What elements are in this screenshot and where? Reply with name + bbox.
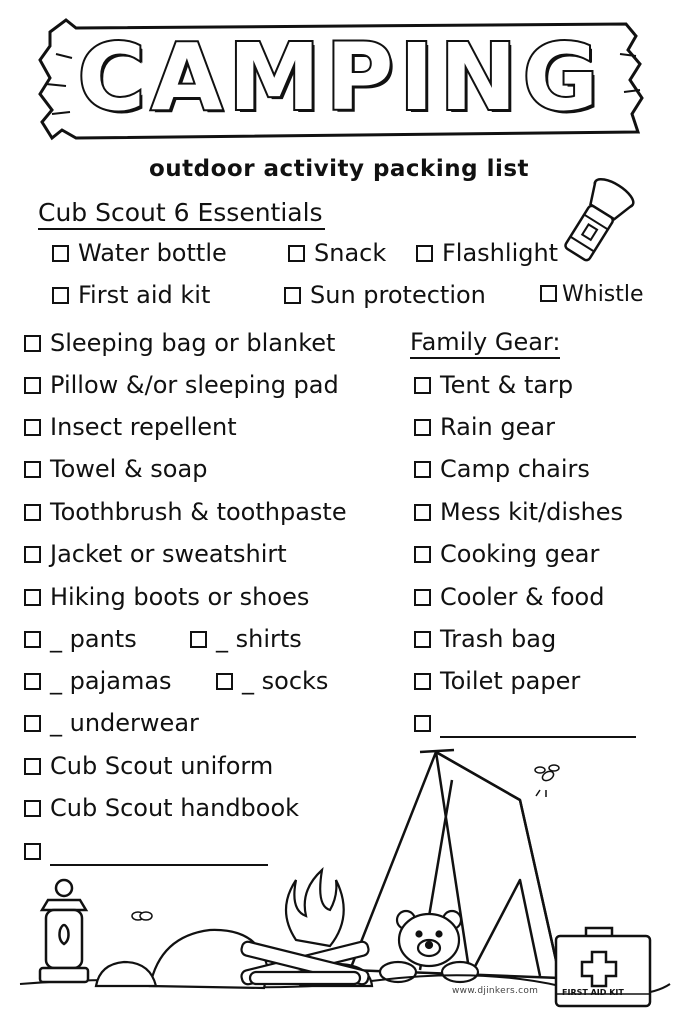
list-item[interactable]: _ pajamas xyxy=(24,666,172,696)
list-item[interactable]: _ underwear xyxy=(24,708,199,738)
checkbox-icon[interactable] xyxy=(24,461,41,478)
checkbox-icon[interactable] xyxy=(284,287,301,304)
checkbox-icon[interactable] xyxy=(414,419,431,436)
list-item[interactable]: Camp chairs xyxy=(414,454,590,484)
campfire-icon xyxy=(240,870,370,986)
checkbox-icon[interactable] xyxy=(288,245,305,262)
list-item[interactable]: _ shirts xyxy=(190,624,302,654)
list-item[interactable]: Toilet paper xyxy=(414,666,580,696)
list-item[interactable]: _ socks xyxy=(216,666,328,696)
checkbox-icon[interactable] xyxy=(414,504,431,521)
checkbox-icon[interactable] xyxy=(540,285,557,302)
footer-url: www.djinkers.com xyxy=(452,986,539,996)
checkbox-icon[interactable] xyxy=(24,546,41,563)
checkbox-icon[interactable] xyxy=(52,245,69,262)
essentials-item[interactable]: Sun protection xyxy=(284,280,486,310)
campsite-illustration xyxy=(0,740,678,1024)
checkbox-icon[interactable] xyxy=(414,461,431,478)
checkbox-icon[interactable] xyxy=(216,673,233,690)
checkbox-icon[interactable] xyxy=(414,715,431,732)
list-item[interactable]: Insect repellent xyxy=(24,412,237,442)
checkbox-icon[interactable] xyxy=(414,546,431,563)
checkbox-icon[interactable] xyxy=(24,631,41,648)
checkbox-icon[interactable] xyxy=(24,419,41,436)
list-item[interactable]: Cub Scout handbook xyxy=(24,793,299,823)
list-item[interactable]: Towel & soap xyxy=(24,454,207,484)
checkbox-icon[interactable] xyxy=(24,377,41,394)
list-item[interactable]: Pillow &/or sleeping pad xyxy=(24,370,339,400)
essentials-item[interactable]: Snack xyxy=(288,238,386,268)
essentials-item[interactable]: Whistle xyxy=(540,280,644,310)
flashlight-icon xyxy=(548,174,644,270)
checkbox-icon[interactable] xyxy=(414,589,431,606)
list-item[interactable]: Cub Scout uniform xyxy=(24,751,273,781)
essentials-item[interactable]: Flashlight xyxy=(416,238,558,268)
page-title: CAMPING xyxy=(77,24,605,131)
firefly-icon xyxy=(535,765,559,797)
list-item[interactable]: Tent & tarp xyxy=(414,370,573,400)
lantern-icon xyxy=(40,880,88,982)
checkbox-icon[interactable] xyxy=(24,715,41,732)
essentials-item[interactable]: First aid kit xyxy=(52,280,210,310)
list-item[interactable]: Sleeping bag or blanket xyxy=(24,328,335,358)
checkbox-icon[interactable] xyxy=(414,377,431,394)
essentials-heading: Cub Scout 6 Essentials xyxy=(38,198,325,230)
checkbox-icon[interactable] xyxy=(24,504,41,521)
list-item[interactable]: Cooler & food xyxy=(414,582,604,612)
checkbox-icon[interactable] xyxy=(190,631,207,648)
title-banner xyxy=(36,14,646,144)
family-heading: Family Gear: xyxy=(410,328,560,359)
list-item[interactable]: Mess kit/dishes xyxy=(414,497,623,527)
checkbox-icon[interactable] xyxy=(414,631,431,648)
checkbox-icon[interactable] xyxy=(416,245,433,262)
subtitle: outdoor activity packing list xyxy=(148,156,530,182)
list-item[interactable]: Trash bag xyxy=(414,624,556,654)
list-item[interactable]: _ pants xyxy=(24,624,137,654)
list-item[interactable]: Rain gear xyxy=(414,412,555,442)
firefly-icon xyxy=(132,912,152,920)
checkbox-icon[interactable] xyxy=(24,589,41,606)
list-item[interactable]: Cooking gear xyxy=(414,539,599,569)
checkbox-icon[interactable] xyxy=(24,335,41,352)
write-in-line[interactable] xyxy=(440,716,636,738)
list-item[interactable]: Toothbrush & toothpaste xyxy=(24,497,347,527)
list-item-blank[interactable] xyxy=(414,708,636,738)
checkbox-icon[interactable] xyxy=(24,673,41,690)
list-item[interactable]: Hiking boots or shoes xyxy=(24,582,309,612)
list-item[interactable]: Jacket or sweatshirt xyxy=(24,539,287,569)
checkbox-icon[interactable] xyxy=(52,287,69,304)
essentials-item[interactable]: Water bottle xyxy=(52,238,227,268)
first-aid-kit-label: FIRST AID KIT xyxy=(562,988,624,997)
checkbox-icon[interactable] xyxy=(414,673,431,690)
